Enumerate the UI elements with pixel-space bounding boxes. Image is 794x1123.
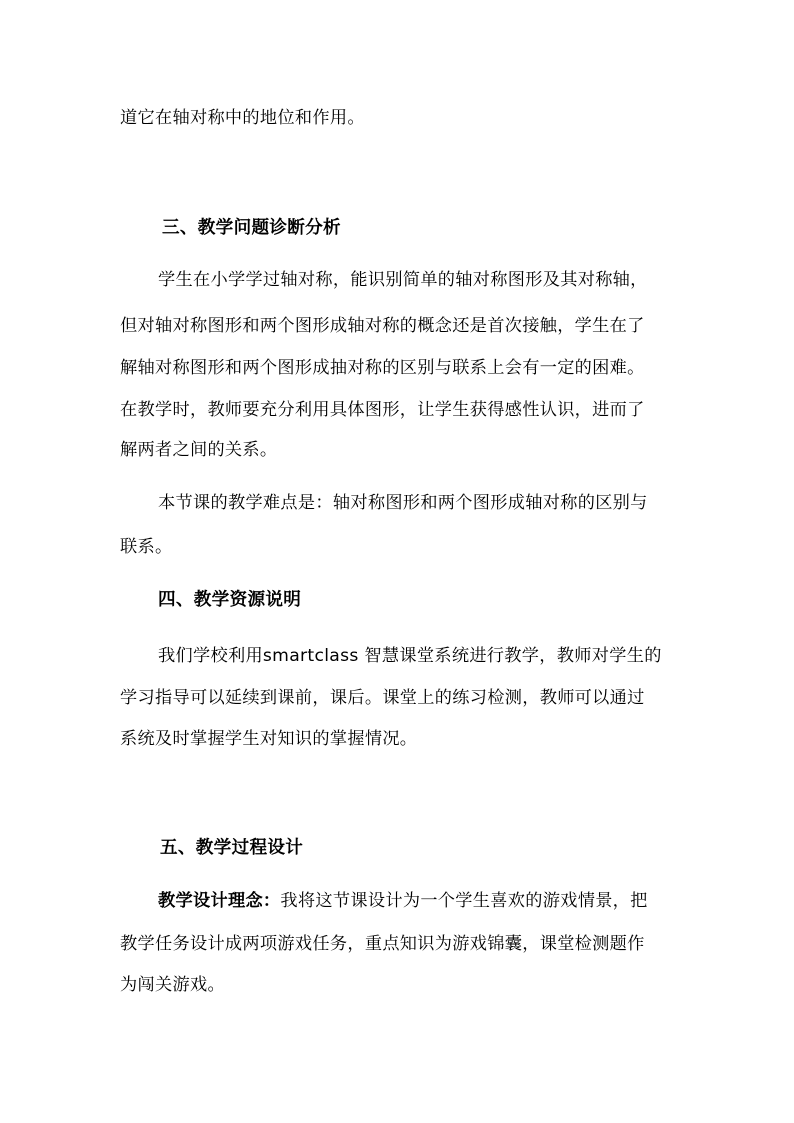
intro-line-1: 道它在轴对称中的地位和作用。: [120, 108, 365, 128]
section-5-heading: 五、教学过程设计: [160, 838, 304, 858]
section-3-paragraph-2-line-1: 本节课的教学难点是：轴对称图形和两个图形成轴对称的区别与: [158, 493, 648, 513]
section-5-paragraph-1-line-1: [158, 889, 648, 913]
section-5-paragraph-1-line-2: 教学任务设计成两项游戏任务，重点知识为游戏锦囊，课堂检测题作: [120, 934, 645, 954]
section-3-heading: 三、教学问题诊断分析: [162, 218, 341, 238]
section-4-paragraph-1-line-2: 学习指导可以延续到课前，课后。课堂上的练习检测，教师可以通过: [120, 688, 645, 708]
section-3-paragraph-1-line-1: 学生在小学学过轴对称，能识别简单的轴对称图形及其对称轴，: [158, 270, 648, 290]
section-4-paragraph-1-line-1: 我们学校利用smartclass 智慧课堂系统进行教学，教师对学生的: [158, 646, 662, 666]
section-3-paragraph-1-line-3: 解轴对称图形和两个图形成抽对称的区别与联系上会有一定的困难。: [120, 358, 645, 378]
section-3-paragraph-1-line-5: 解两者之间的关系。: [120, 440, 278, 460]
section-4-paragraph-1-line-3: 系统及时掌握学生对知识的掌握情况。: [120, 729, 418, 749]
design-concept-label: 教学设计理念：: [158, 891, 281, 911]
section-3-paragraph-2-line-2: 联系。: [120, 537, 173, 557]
section-3-paragraph-1-line-4: 在教学时，教师要充分利用具体图形，让学生获得感性认识，进而了: [120, 400, 645, 420]
section-5-paragraph-1-line-3: 为闯关游戏。: [120, 975, 225, 995]
section-4-heading: 四、教学资源说明: [158, 590, 302, 610]
section-3-paragraph-1-line-2: 但对轴对称图形和两个图形成轴对称的概念还是首次接触，学生在了: [120, 316, 645, 336]
design-concept-text: 我将这节课设计为一个学生喜欢的游戏情景，把: [280, 891, 648, 911]
